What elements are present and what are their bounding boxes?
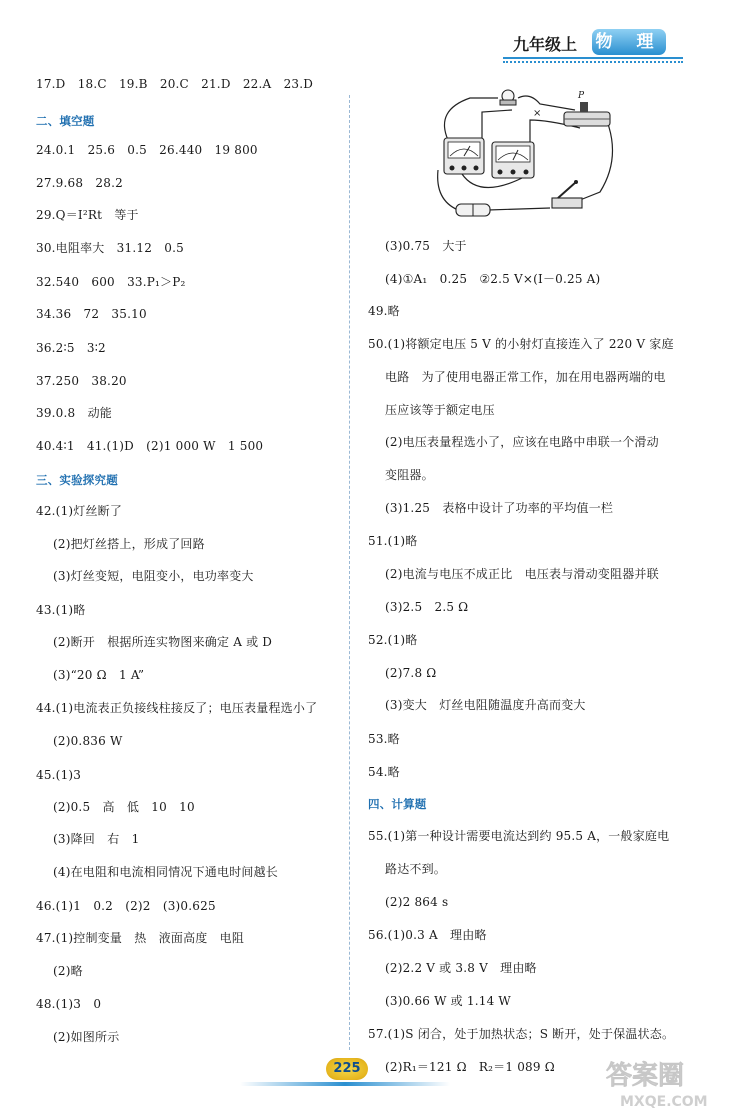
answer-line: 43.(1)略 <box>36 603 86 617</box>
section-heading-fill-blank: 二、填空题 <box>36 114 95 128</box>
answer-line: (4)在电阻和电流相同情况下通电时间越长 <box>53 865 278 879</box>
answer-line: 34.36 72 35.10 <box>36 307 147 321</box>
answer-line: (2)2 864 s <box>385 895 449 909</box>
answer-line: 路达不到。 <box>385 862 447 876</box>
answer-line: 29.Q＝I²Rt 等于 <box>36 208 139 222</box>
circuit-wire <box>444 98 498 140</box>
answer-line: (2)如图所示 <box>53 1030 120 1044</box>
page-number-badge: 225 <box>326 1058 368 1080</box>
subject-tab: 物 理 <box>592 29 666 55</box>
answer-line: 48.(1)3 0 <box>36 997 102 1011</box>
answer-line: 44.(1)电流表正负接线柱接反了；电压表量程选小了 <box>36 701 318 715</box>
column-divider <box>349 95 350 1050</box>
circuit-wire <box>580 124 613 200</box>
answer-line: 51.(1)略 <box>368 534 418 548</box>
header-rule <box>503 57 683 59</box>
answer-line: (2)0.5 高 低 10 10 <box>53 800 195 814</box>
answer-line: 54.略 <box>368 765 400 779</box>
section-heading-calculation: 四、计算题 <box>368 797 427 811</box>
answer-line: (2)R₁＝121 Ω R₂＝1 089 Ω <box>385 1060 555 1074</box>
answer-line: (3)2.5 2.5 Ω <box>385 600 469 614</box>
circuit-wire <box>482 110 512 146</box>
grade-label: 九年级上 <box>513 35 578 54</box>
answer-line: (2)电压表量程选小了，应该在电路中串联一个滑动 <box>385 435 659 449</box>
watermark-text: 答案圈 <box>606 1061 685 1091</box>
answer-line: 电路 为了使用电器正常工作，加在用电器两端的电 <box>385 370 666 384</box>
answer-line: 27.9.68 28.2 <box>36 176 123 190</box>
answer-line: (2)断开 根据所连实物图来确定 A 或 D <box>53 635 273 649</box>
bulb-icon <box>500 90 516 105</box>
answer-line: 50.(1)将额定电压 5 V 的小射灯直接连入了 220 V 家庭 <box>368 337 674 351</box>
battery-icon <box>456 204 490 216</box>
header-dotted-rule <box>503 61 683 63</box>
answer-line: (2)把灯丝搭上，形成了回路 <box>53 537 205 551</box>
answer-line: (3)0.66 W 或 1.14 W <box>385 994 511 1008</box>
answer-line: 57.(1)S 闭合，处于加热状态；S 断开，处于保温状态。 <box>368 1027 675 1041</box>
circuit-wire <box>488 208 550 210</box>
answer-line: 24.0.1 25.6 0.5 26.440 19 800 <box>36 143 258 157</box>
answer-line: 56.(1)0.3 A 理由略 <box>368 928 487 942</box>
ammeter-icon <box>444 138 484 174</box>
answer-line: (2)7.8 Ω <box>385 666 437 680</box>
answer-line: 53.略 <box>368 732 400 746</box>
answer-line: 变阻器。 <box>385 468 434 482</box>
answer-line: 42.(1)灯丝断了 <box>36 504 123 518</box>
section-heading-experiment: 三、实验探究题 <box>36 473 118 487</box>
answer-line: 49.略 <box>368 304 400 318</box>
voltmeter-icon <box>492 142 534 178</box>
answer-line: (3)“20 Ω 1 A” <box>53 668 145 682</box>
answer-line: (2)略 <box>53 964 83 978</box>
answer-line: 40.4∶1 41.(1)D (2)1 000 W 1 500 <box>36 439 264 453</box>
answer-line: 39.0.8 动能 <box>36 406 112 420</box>
answer-line: 46.(1)1 0.2 (2)2 (3)0.625 <box>36 899 216 913</box>
answer-line: 52.(1)略 <box>368 633 418 647</box>
answer-line: 47.(1)控制变量 热 液面高度 电阻 <box>36 931 245 945</box>
circuit-wire <box>438 170 458 210</box>
break-mark: × <box>533 108 542 119</box>
answer-line: 37.250 38.20 <box>36 374 127 388</box>
answer-line: (3)1.25 表格中设计了功率的平均值一栏 <box>385 501 614 515</box>
answer-line: (3)0.75 大于 <box>385 239 467 253</box>
watermark-logo <box>600 1052 745 1112</box>
answer-line: (4)①A₁ 0.25 ②2.5 V×(I－0.25 A) <box>385 272 601 286</box>
answer-line: (3)灯丝变短，电阻变小，电功率变大 <box>53 569 254 583</box>
answer-line: 36.2∶5 3∶2 <box>36 341 106 355</box>
answer-line: 30.电阻率大 31.12 0.5 <box>36 241 184 255</box>
switch-icon <box>552 180 582 208</box>
circuit-wire <box>518 96 575 110</box>
answer-line: (2)0.836 W <box>53 734 123 748</box>
slider-label: P <box>578 91 585 101</box>
answer-line: (2)2.2 V 或 3.8 V 理由略 <box>385 961 537 975</box>
answer-line: 55.(1)第一种设计需要电流达到约 95.5 A，一般家庭电 <box>368 829 670 843</box>
answer-line: 45.(1)3 <box>36 768 82 782</box>
answer-line: 17.D 18.C 19.B 20.C 21.D 22.A 23.D <box>36 77 314 91</box>
circuit-diagram <box>430 80 620 225</box>
answer-line: (2)电流与电压不成正比 电压表与滑动变阻器并联 <box>385 567 659 581</box>
answer-line: 32.540 600 33.P₁＞P₂ <box>36 275 186 289</box>
footer-swoosh <box>240 1082 450 1086</box>
answer-line: (3)降回 右 1 <box>53 832 140 846</box>
answer-line: 压应该等于额定电压 <box>385 403 495 417</box>
watermark-site: MXQE.COM <box>620 1094 708 1110</box>
rheostat-icon <box>564 91 610 126</box>
answer-line: (3)变大 灯丝电阻随温度升高而变大 <box>385 698 586 712</box>
